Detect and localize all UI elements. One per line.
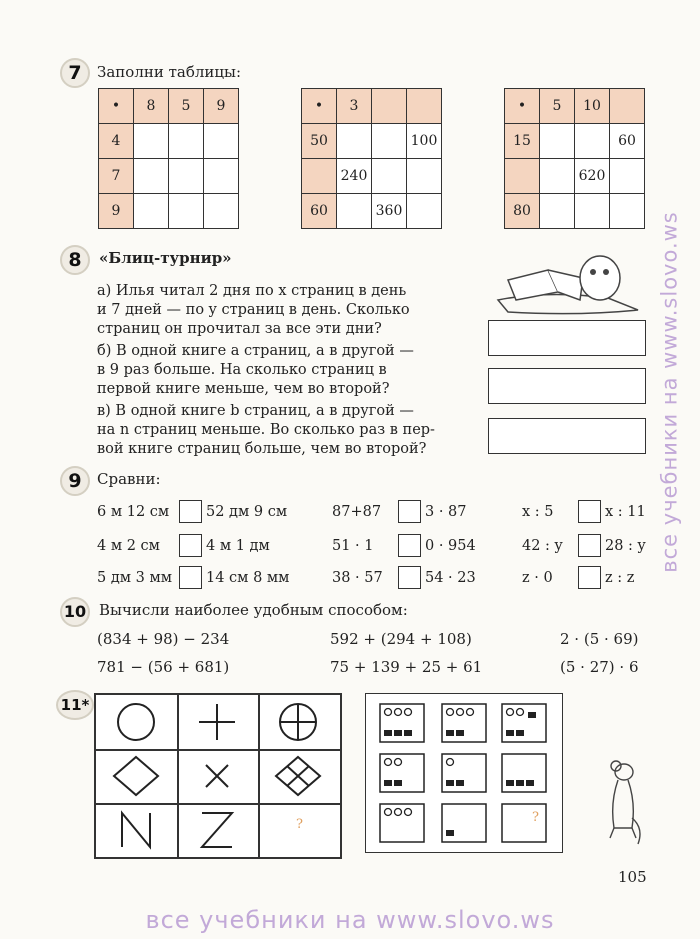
answer-cell[interactable] bbox=[610, 194, 645, 229]
problem-a-line-2: и 7 дней — по y страниц в день. Сколько bbox=[97, 302, 410, 318]
problem-a-line-3: страниц он прочитал за все эти дни? bbox=[97, 321, 382, 337]
comparison-item bbox=[332, 500, 467, 523]
answer-cell[interactable] bbox=[134, 159, 169, 194]
answer-box-c[interactable] bbox=[488, 418, 646, 454]
comparison-item bbox=[332, 534, 476, 557]
problem-c bbox=[97, 402, 477, 459]
comparison-right: 0 · 954 bbox=[425, 537, 476, 554]
comparison-right: 14 см 8 мм bbox=[206, 569, 290, 586]
table-row bbox=[302, 159, 442, 194]
bottom-watermark: все учебники на www.slovo.ws bbox=[145, 906, 555, 934]
problem-b bbox=[97, 342, 477, 399]
comparison-right: z : z bbox=[605, 569, 635, 586]
comparison-item bbox=[97, 534, 270, 557]
comparison-left: 87+87 bbox=[332, 503, 382, 520]
answer-cell[interactable] bbox=[204, 124, 239, 159]
shapes-drawing bbox=[96, 695, 340, 857]
reading-owl-illustration bbox=[488, 250, 658, 320]
table-row bbox=[99, 159, 239, 194]
task-8-number: 8 bbox=[60, 245, 90, 275]
answer-cell[interactable] bbox=[407, 159, 442, 194]
comparison-sign-box[interactable] bbox=[398, 500, 421, 523]
comparison-right: 28 : y bbox=[605, 537, 646, 554]
task-8-title: «Блиц-турнир» bbox=[99, 249, 232, 267]
task-7-number: 7 bbox=[60, 58, 90, 88]
header-cell bbox=[610, 89, 645, 124]
table-row bbox=[302, 194, 442, 229]
answer-cell[interactable] bbox=[204, 194, 239, 229]
table-row bbox=[505, 194, 645, 229]
diamond-shape bbox=[114, 757, 158, 795]
comparison-item bbox=[97, 566, 289, 589]
header-cell: • bbox=[505, 89, 540, 124]
problem-c-line-3: вой книге страниц больше, чем во второй? bbox=[97, 441, 427, 457]
table-row bbox=[505, 159, 645, 194]
header-cell: 4 bbox=[99, 124, 134, 159]
problem-c-line-2: на n страниц меньше. Во сколько раз в пер- bbox=[97, 422, 435, 438]
comparison-sign-box[interactable] bbox=[179, 534, 202, 557]
header-cell bbox=[372, 89, 407, 124]
header-cell: 10 bbox=[575, 89, 610, 124]
comparison-left: 5 дм 3 мм bbox=[97, 569, 173, 586]
expression-2: 592 + (294 + 108) bbox=[330, 630, 472, 648]
task-10-number: 10 bbox=[60, 597, 90, 627]
answer-box-b[interactable] bbox=[488, 368, 646, 404]
question-mark-2: ? bbox=[532, 810, 539, 825]
answer-cell[interactable] bbox=[575, 194, 610, 229]
expression-6: (5 · 27) · 6 bbox=[560, 658, 639, 676]
header-cell: 5 bbox=[540, 89, 575, 124]
comparison-left: 6 м 12 см bbox=[97, 503, 170, 520]
letter-n-shape bbox=[122, 813, 150, 847]
comparison-sign-box[interactable] bbox=[179, 500, 202, 523]
dots-cell bbox=[380, 754, 424, 792]
comparison-item bbox=[522, 534, 646, 557]
answer-cell[interactable] bbox=[204, 159, 239, 194]
answer-cell[interactable] bbox=[575, 124, 610, 159]
answer-cell[interactable] bbox=[169, 124, 204, 159]
dots-cell bbox=[442, 704, 486, 742]
crossed-diamond-shape bbox=[276, 757, 320, 795]
task-7-title: Заполни таблицы: bbox=[97, 63, 242, 81]
comparison-item bbox=[522, 566, 634, 589]
dots-cell bbox=[380, 704, 424, 742]
answer-cell[interactable]: 240 bbox=[337, 159, 372, 194]
answer-cell[interactable] bbox=[540, 194, 575, 229]
answer-cell[interactable]: 620 bbox=[575, 159, 610, 194]
problem-b-line-3: первой книге меньше, чем во второй? bbox=[97, 381, 390, 397]
dots-cell bbox=[502, 804, 546, 842]
header-cell: 9 bbox=[99, 194, 134, 229]
header-cell: 80 bbox=[505, 194, 540, 229]
mouse-illustration bbox=[596, 758, 646, 848]
comparison-left: 38 · 57 bbox=[332, 569, 383, 586]
comparison-left: x : 5 bbox=[522, 503, 554, 520]
cross-shape bbox=[206, 765, 228, 787]
dots-cell bbox=[502, 754, 546, 792]
comparison-item bbox=[97, 500, 287, 523]
task-11-number: 11* bbox=[56, 690, 94, 720]
comparison-item bbox=[522, 500, 646, 523]
table-row bbox=[505, 124, 645, 159]
answer-cell[interactable] bbox=[134, 124, 169, 159]
header-cell bbox=[302, 159, 337, 194]
header-cell: 50 bbox=[302, 124, 337, 159]
header-cell: 15 bbox=[505, 124, 540, 159]
dots-cell bbox=[442, 754, 486, 792]
problem-c-line-1: в) В одной книге b страниц, а в другой — bbox=[97, 403, 414, 419]
comparison-right: 52 дм 9 см bbox=[206, 503, 288, 520]
answer-box-a[interactable] bbox=[488, 320, 646, 356]
answer-cell[interactable] bbox=[169, 194, 204, 229]
answer-cell[interactable]: 100 bbox=[407, 124, 442, 159]
comparison-left: 51 · 1 bbox=[332, 537, 374, 554]
comparison-sign-box[interactable] bbox=[398, 534, 421, 557]
problem-b-line-2: в 9 раз больше. На сколько страниц в bbox=[97, 362, 387, 378]
header-cell: 9 bbox=[204, 89, 239, 124]
task-9-title: Сравни: bbox=[97, 470, 161, 488]
header-cell: • bbox=[99, 89, 134, 124]
comparison-right: 54 · 23 bbox=[425, 569, 476, 586]
expression-1: (834 + 98) − 234 bbox=[97, 630, 230, 648]
multiplication-table-3 bbox=[504, 88, 645, 229]
shapes-puzzle-grid bbox=[94, 693, 342, 859]
header-cell: 60 bbox=[302, 194, 337, 229]
answer-cell[interactable] bbox=[540, 124, 575, 159]
comparison-item bbox=[332, 566, 476, 589]
header-cell: 5 bbox=[169, 89, 204, 124]
expression-3: 2 · (5 · 69) bbox=[560, 630, 639, 648]
table-row bbox=[99, 89, 239, 124]
page-number: 105 bbox=[618, 868, 647, 886]
expression-4: 781 − (56 + 681) bbox=[97, 658, 230, 676]
answer-cell[interactable] bbox=[337, 124, 372, 159]
answer-cell[interactable] bbox=[337, 194, 372, 229]
header-cell: 7 bbox=[99, 159, 134, 194]
expression-5: 75 + 139 + 25 + 61 bbox=[330, 658, 483, 676]
header-cell: • bbox=[302, 89, 337, 124]
table-row bbox=[302, 89, 442, 124]
comparison-sign-box[interactable] bbox=[578, 566, 601, 589]
plus-shape bbox=[199, 704, 235, 740]
circled-plus-shape bbox=[280, 704, 316, 740]
answer-cell[interactable] bbox=[407, 194, 442, 229]
header-cell: 3 bbox=[337, 89, 372, 124]
problem-a-line-1: а) Илья читал 2 дня по x страниц в день bbox=[97, 283, 407, 299]
table-row bbox=[505, 89, 645, 124]
dots-puzzle-grid bbox=[365, 693, 563, 853]
problem-b-line-1: б) В одной книге a страниц, а в другой — bbox=[97, 343, 414, 359]
dots-drawing bbox=[366, 694, 562, 852]
answer-cell[interactable] bbox=[610, 159, 645, 194]
dots-cell bbox=[502, 704, 546, 742]
comparison-right: 4 м 1 дм bbox=[206, 537, 270, 554]
dots-cell bbox=[442, 804, 486, 842]
comparison-right: 3 · 87 bbox=[425, 503, 467, 520]
table-row bbox=[99, 194, 239, 229]
header-cell bbox=[505, 159, 540, 194]
multiplication-table-1 bbox=[98, 88, 239, 229]
header-cell: 8 bbox=[134, 89, 169, 124]
letter-z-shape bbox=[202, 813, 232, 847]
comparison-sign-box[interactable] bbox=[578, 500, 601, 523]
dots-cell bbox=[380, 804, 424, 842]
header-cell bbox=[407, 89, 442, 124]
comparison-left: 4 м 2 см bbox=[97, 537, 160, 554]
question-mark-1: ? bbox=[296, 817, 303, 832]
answer-cell[interactable] bbox=[372, 159, 407, 194]
answer-cell[interactable]: 60 bbox=[610, 124, 645, 159]
answer-cell[interactable] bbox=[372, 124, 407, 159]
answer-cell[interactable] bbox=[540, 159, 575, 194]
task-10-title: Вычисли наиболее удобным способом: bbox=[99, 601, 408, 619]
comparison-sign-box[interactable] bbox=[179, 566, 202, 589]
problem-a bbox=[97, 282, 477, 339]
task-9-number: 9 bbox=[60, 466, 90, 496]
multiplication-table-2 bbox=[301, 88, 442, 229]
comparison-left: z · 0 bbox=[522, 569, 553, 586]
table-row bbox=[99, 124, 239, 159]
circle-shape bbox=[118, 704, 154, 740]
comparison-left: 42 : y bbox=[522, 537, 563, 554]
comparison-right: x : 11 bbox=[605, 503, 646, 520]
answer-cell[interactable] bbox=[134, 194, 169, 229]
side-watermark: все учебники на www.slovo.ws bbox=[657, 211, 682, 573]
comparison-sign-box[interactable] bbox=[398, 566, 421, 589]
comparison-sign-box[interactable] bbox=[578, 534, 601, 557]
table-row bbox=[302, 124, 442, 159]
answer-cell[interactable] bbox=[169, 159, 204, 194]
answer-cell[interactable]: 360 bbox=[372, 194, 407, 229]
